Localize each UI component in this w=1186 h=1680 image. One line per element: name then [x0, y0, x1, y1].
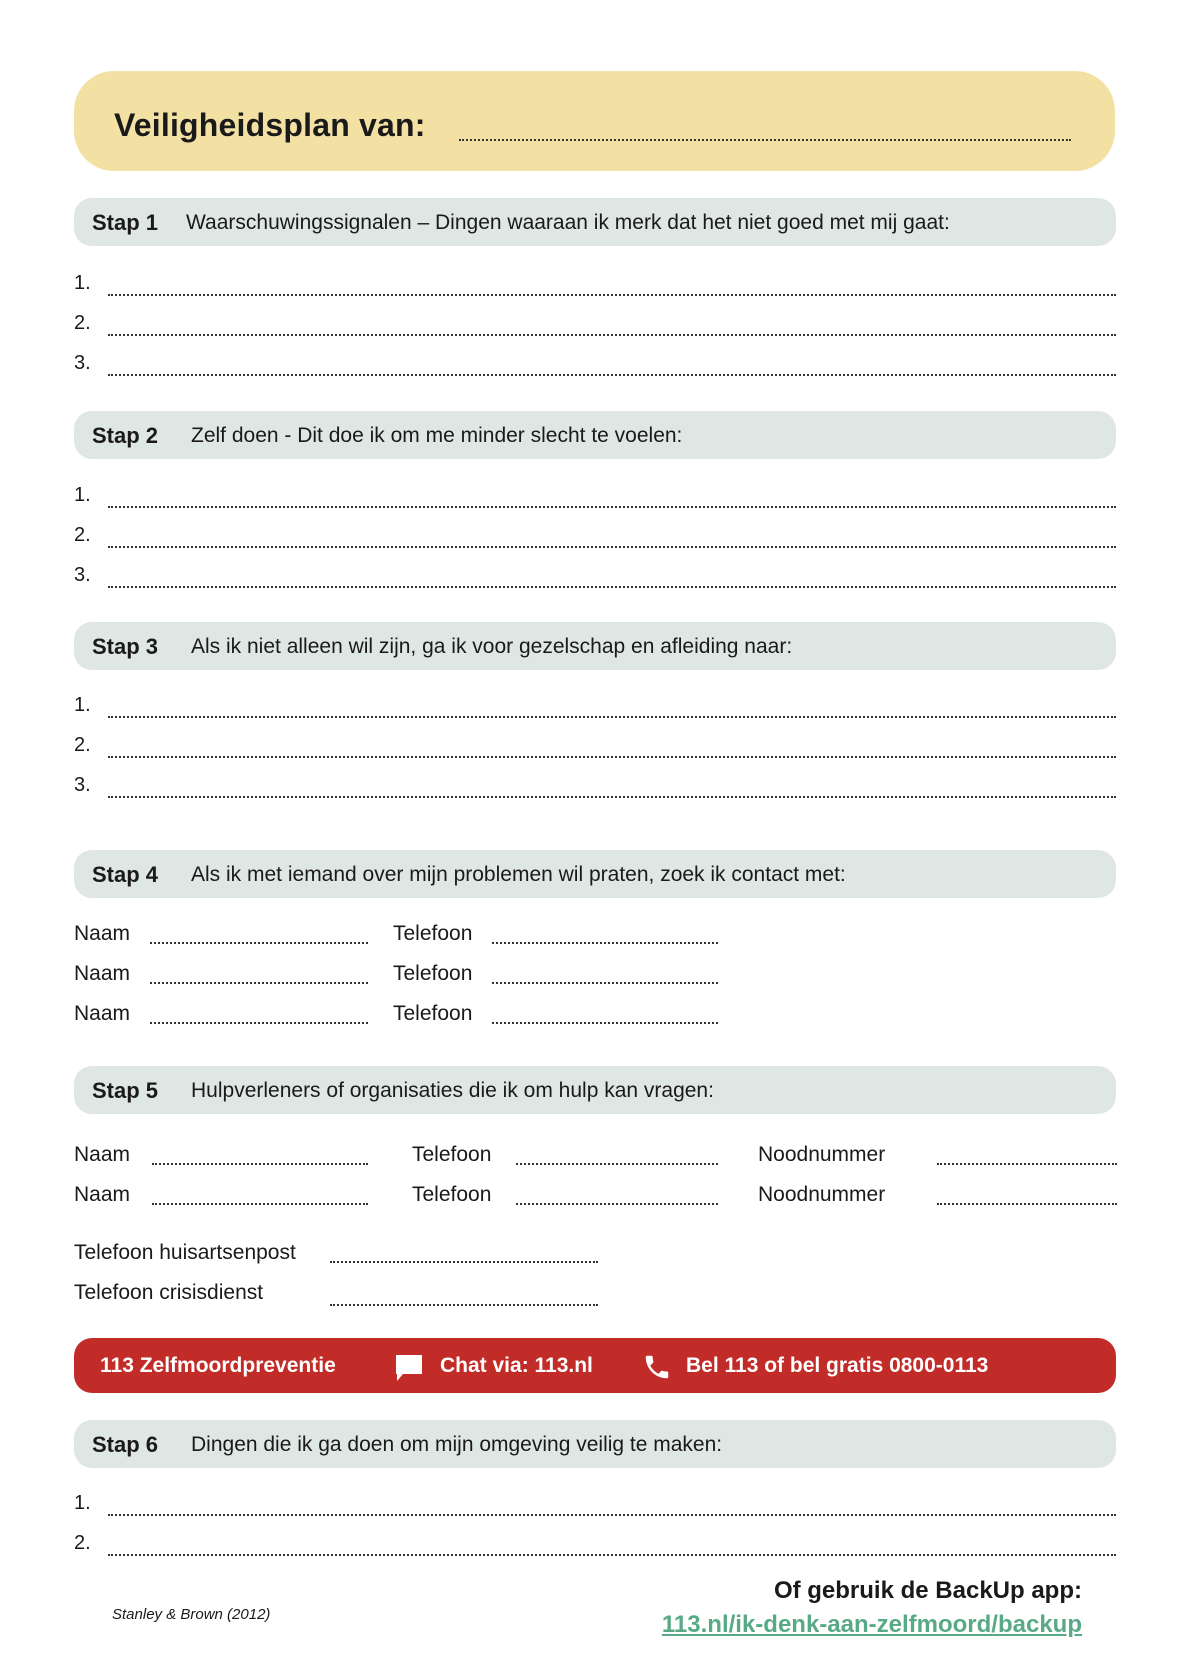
dotted-line	[108, 586, 1116, 588]
naam-label: Naam	[74, 962, 131, 985]
step-1-line-1[interactable]	[74, 270, 1116, 300]
dotted-line	[108, 796, 1116, 798]
line-number: 1.	[74, 484, 91, 506]
phone-icon	[642, 1352, 672, 1382]
step-title: Als ik niet alleen wil zijn, ga ik voor gezelschap en afleiding naar:	[191, 635, 793, 658]
line-number: 3.	[74, 564, 91, 586]
line-number: 2.	[74, 1532, 91, 1554]
naam-label: Naam	[74, 1002, 131, 1025]
step-title: Hulpverleners of organisaties die ik om hulp kan vragen:	[191, 1079, 714, 1102]
telefoon-label: Telefoon	[412, 1143, 492, 1166]
noodnummer-label: Noodnummer	[758, 1183, 886, 1206]
step-6-line-2[interactable]	[74, 1530, 1116, 1560]
telefoon-label: Telefoon	[412, 1183, 492, 1206]
line-number: 2.	[74, 312, 91, 334]
telefoon-input-line[interactable]	[516, 1203, 718, 1205]
noodnummer-label: Noodnummer	[758, 1143, 886, 1166]
naam-label: Naam	[74, 1183, 131, 1206]
telefoon-label: Telefoon	[393, 962, 473, 985]
step-number: Stap 4	[92, 862, 159, 887]
crisisdienst-label: Telefoon crisisdienst	[74, 1281, 264, 1304]
dotted-line	[108, 334, 1116, 336]
step-number: Stap 1	[92, 210, 159, 235]
telefoon-input-line[interactable]	[492, 982, 718, 984]
name-input-line[interactable]	[459, 139, 1071, 141]
step-title: Zelf doen - Dit doe ik om me minder slecht te voelen:	[191, 424, 683, 447]
line-number: 3.	[74, 774, 91, 796]
backup-app-link[interactable]: 113.nl/ik-denk-aan-zelfmoord/backup	[661, 1611, 1082, 1638]
telefoon-label: Telefoon	[393, 922, 473, 945]
dotted-line	[108, 546, 1116, 548]
chat-link[interactable]: Chat via: 113.nl	[440, 1354, 593, 1377]
step-number: Stap 5	[92, 1078, 159, 1103]
step-3-header	[74, 622, 1116, 670]
huisartsenpost-input-line[interactable]	[330, 1261, 598, 1263]
page-title: Veiligheidsplan van:	[114, 107, 426, 143]
citation: Stanley & Brown (2012)	[112, 1606, 271, 1623]
step-6-header	[74, 1420, 1116, 1468]
noodnummer-input-line[interactable]	[937, 1203, 1117, 1205]
naam-label: Naam	[74, 922, 131, 945]
crisisdienst-input-line[interactable]	[330, 1304, 598, 1306]
line-number: 1.	[74, 272, 91, 294]
naam-input-line[interactable]	[152, 1203, 368, 1205]
telefoon-label: Telefoon	[393, 1002, 473, 1025]
line-number: 3.	[74, 352, 91, 374]
step-3-line-2[interactable]	[74, 732, 1116, 762]
chat-icon	[394, 1353, 424, 1383]
step-2-line-3[interactable]	[74, 562, 1116, 592]
naam-input-line[interactable]	[152, 1163, 368, 1165]
telefoon-input-line[interactable]	[492, 942, 718, 944]
naam-input-line[interactable]	[150, 1022, 368, 1024]
helpline-banner	[74, 1338, 1116, 1393]
step-title: Als ik met iemand over mijn problemen wil praten, zoek ik contact met:	[191, 863, 846, 886]
step-3-line-3[interactable]	[74, 772, 1116, 802]
dotted-line	[108, 374, 1116, 376]
line-number: 2.	[74, 524, 91, 546]
step-1-line-2[interactable]	[74, 310, 1116, 340]
noodnummer-input-line[interactable]	[937, 1163, 1117, 1165]
step-title: Dingen die ik ga doen om mijn omgeving veilig te maken:	[191, 1433, 723, 1456]
telefoon-input-line[interactable]	[516, 1163, 718, 1165]
step-2-line-1[interactable]	[74, 482, 1116, 512]
step-6-line-1[interactable]	[74, 1490, 1116, 1520]
line-number: 2.	[74, 734, 91, 756]
step-2-header	[74, 411, 1116, 459]
naam-input-line[interactable]	[150, 982, 368, 984]
line-number: 1.	[74, 1492, 91, 1514]
step-title: Waarschuwingssignalen – Dingen waaraan ik merk dat het niet goed met mij gaat:	[186, 211, 950, 234]
step-3-line-1[interactable]	[74, 692, 1116, 722]
dotted-line	[108, 294, 1116, 296]
telefoon-input-line[interactable]	[492, 1022, 718, 1024]
step-2-line-2[interactable]	[74, 522, 1116, 552]
line-number: 1.	[74, 694, 91, 716]
dotted-line	[108, 1554, 1116, 1556]
step-number: Stap 6	[92, 1432, 159, 1457]
backup-app-text: Of gebruik de BackUp app:	[773, 1577, 1082, 1604]
org-name: 113 Zelfmoordpreventie	[100, 1354, 336, 1377]
step-4-header	[74, 850, 1116, 898]
naam-label: Naam	[74, 1143, 131, 1166]
dotted-line	[108, 506, 1116, 508]
call-text[interactable]: Bel 113 of bel gratis 0800-0113	[686, 1354, 989, 1377]
step-number: Stap 2	[92, 423, 159, 448]
step-1-header	[74, 198, 1116, 246]
naam-input-line[interactable]	[150, 942, 368, 944]
dotted-line	[108, 1514, 1116, 1516]
step-5-header	[74, 1066, 1116, 1114]
step-1-line-3[interactable]	[74, 350, 1116, 380]
title-banner	[74, 71, 1115, 171]
huisartsenpost-label: Telefoon huisartsenpost	[74, 1241, 296, 1264]
dotted-line	[108, 756, 1116, 758]
step-number: Stap 3	[92, 634, 159, 659]
dotted-line	[108, 716, 1116, 718]
